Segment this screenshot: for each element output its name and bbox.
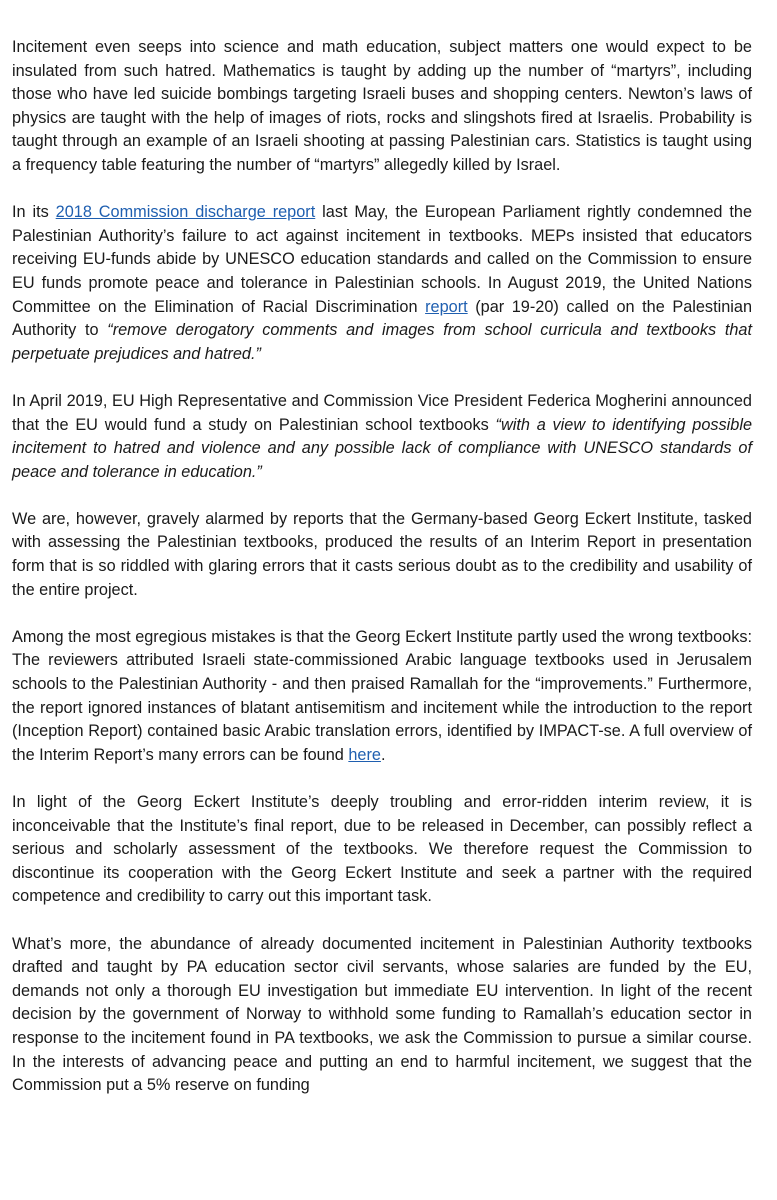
paragraph-eu-intervention xyxy=(12,933,752,1098)
paragraph-discontinue-cooperation xyxy=(12,791,752,909)
paragraph-text: What’s more, the abundance of already documented incitement in Palestinian Authority textbooks drafted and taught by PA education sector civil servants, whose salaries are funded by the EU, demands not only a thorough EU investigation but immediate EU intervention. In light of the recent decision by the government of Norway to withhold some funding to Ramallah’s education sector in response to the incitement found in PA textbooks, we ask the Commission to pursue a similar course. In the interests of advancing peace and putting an end to harmful incitement, we suggest that the Commission put a 5% reserve on funding xyxy=(12,934,752,1095)
paragraph-text: In its xyxy=(12,203,56,222)
letter-body xyxy=(12,36,752,1098)
paragraph-text: In light of the Georg Eckert Institute’s deeply troubling and error-ridden interim review, it is inconceivable that the Institute’s final report, due to be released in December, can possibly reflect a serious and scholarly assessment of the textbooks. We therefore request the Commission to discontinue its cooperation with the Georg Eckert Institute and seek a partner with the required competence and credibility to carry out this important task. xyxy=(12,793,752,906)
interim-report-errors-link[interactable]: here xyxy=(348,745,381,764)
paragraph-text: Among the most egregious mistakes is that the Georg Eckert Institute partly used the wrong textbooks: The reviewers attributed Israeli state-commissioned Arabic language textbooks used in Jerusalem schools to the Palestinian Authority - and then praised Ramallah for the “improvements.” Furthermore, the report ignored instances of blatant antisemitism and incitement while the introduction to the report (Inception Report) contained basic Arabic translation errors, identified by IMPACT-se. A full overview of the Interim Report’s many errors can be found xyxy=(12,627,752,764)
un-quote: “remove derogatory comments and images from school curricula and textbooks that perpetuate prejudices and hatred.” xyxy=(12,321,752,363)
paragraph-text: Incitement even seeps into science and math education, subject matters one would expect to be insulated from such hatred. Mathematics is taught by adding up the number of “martyrs”, including those who have led suicide bombings targeting Israeli buses and shopping centers. Newton’s laws of physics are taught with the help of images of riots, rocks and slingshots fired at Israelis. Probability is taught through an example of an Israeli shooting at passing Palestinian cars. Statistics is taught using a frequency table featuring the number of “martyrs” allegedly killed by Israel. xyxy=(12,38,752,174)
mogherini-quote: “with a view to identifying possible incitement to hatred and violence and any possible lack of compliance with UNESCO standards of peace and tolerance in education.” xyxy=(12,415,753,481)
paragraph-text: (par 19-20) called on the Palestinian Authority to xyxy=(12,297,752,340)
paragraph-text: . xyxy=(380,745,386,764)
paragraph-science-math-incitement xyxy=(12,36,752,178)
paragraph-text: last May, the European Parliament rightly condemned the Palestinian Authority’s failure to act against incitement in textbooks. MEPs insisted that educators receiving EU-funds abide by UNESCO education standards and called on the Commission to ensure EU funds promote peace and tolerance in Palestinian schools. In August 2019, the United Nations Committee on the Elimination of Racial Discrimination xyxy=(12,203,753,316)
un-committee-report-link[interactable]: report xyxy=(425,297,468,316)
paragraph-text: We are, however, gravely alarmed by reports that the Germany-based Georg Eckert Institute, tasked with assessing the Palestinian textbooks, produced the results of an Interim Report in presentation form that is so riddled with glaring errors that it casts serious doubt as to the credibility and usability of the entire project. xyxy=(12,509,752,599)
paragraph-eu-parliament-un xyxy=(12,201,752,366)
paragraph-georg-eckert-concern xyxy=(12,508,752,602)
paragraph-text: In April 2019, EU High Representative and Commission Vice President Federica Mogherini announced that the EU would fund a study on Palestinian school textbooks xyxy=(12,391,752,434)
paragraph-mogherini-study xyxy=(12,390,752,484)
paragraph-egregious-mistakes xyxy=(12,626,752,768)
commission-discharge-report-link[interactable]: 2018 Commission discharge report xyxy=(55,203,316,222)
